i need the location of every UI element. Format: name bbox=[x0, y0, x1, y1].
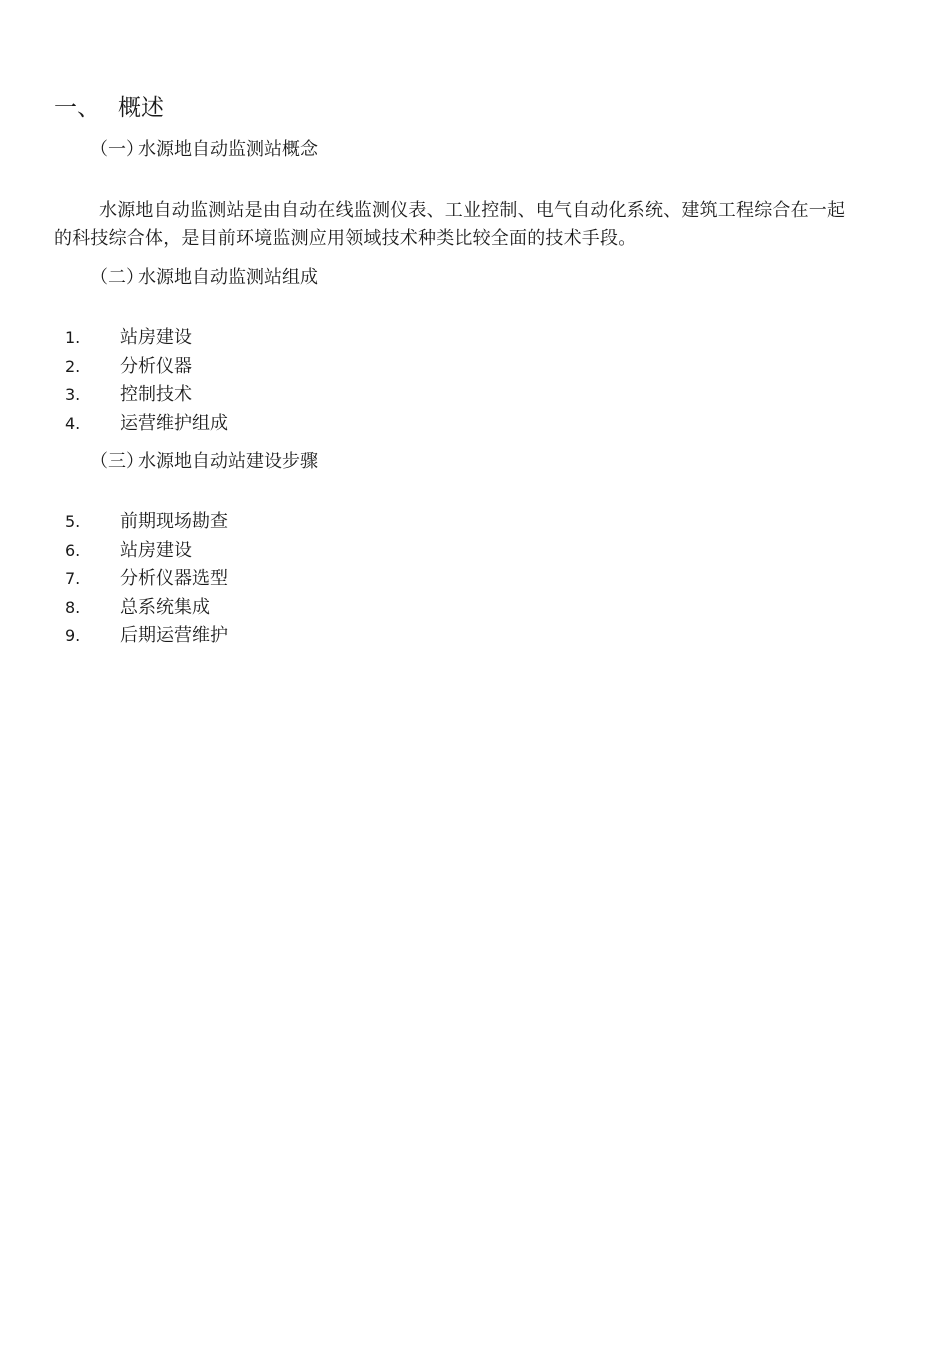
heading-title: 概述 bbox=[118, 95, 164, 121]
section-title: 水源地自动监测站组成 bbox=[138, 267, 318, 288]
list-item-text: 总系统集成 bbox=[120, 596, 210, 618]
section-number: （一） bbox=[90, 139, 144, 160]
list-item-text: 分析仪器 bbox=[120, 355, 192, 377]
list-item-number: 9. bbox=[65, 626, 81, 645]
list-item-number: 1. bbox=[65, 328, 81, 347]
concept-paragraph: 水源地自动监测站是由自动在线监测仪表、工业控制、电气自动化系统、建筑工程综合在一起的科技综合体，是目前环境监测应用领域技术种类比较全面的技术手段。 bbox=[54, 200, 846, 249]
list-item-text: 后期运营维护 bbox=[120, 625, 228, 646]
list-item-text: 控制技术 bbox=[120, 384, 192, 405]
list-item-number: 8. bbox=[65, 597, 81, 617]
section-heading-concept bbox=[90, 137, 318, 163]
section-heading-steps bbox=[90, 449, 318, 475]
section-title: 水源地自动监测站概念 bbox=[138, 139, 318, 160]
heading-overview bbox=[54, 92, 164, 124]
list-item-text: 站房建设 bbox=[120, 539, 192, 561]
list-item-number: 6. bbox=[65, 540, 81, 560]
section-number: （三） bbox=[90, 451, 144, 472]
list-item-text: 分析仪器选型 bbox=[120, 568, 228, 589]
section-title: 水源地自动站建设步骤 bbox=[138, 451, 318, 472]
list-item-text: 前期现场勘查 bbox=[120, 511, 228, 532]
list-item-number: 5. bbox=[65, 512, 81, 531]
list-item-number: 7. bbox=[65, 569, 81, 588]
list-item-number: 2. bbox=[65, 356, 81, 376]
list-item-number: 3. bbox=[65, 385, 81, 404]
section-heading-composition bbox=[90, 265, 318, 291]
section-number: （二） bbox=[90, 267, 144, 288]
list-item-text: 运营维护组成 bbox=[120, 412, 228, 434]
list-item-number: 4. bbox=[65, 413, 81, 433]
list-item-text: 站房建设 bbox=[120, 327, 192, 348]
heading-number: 一、 bbox=[54, 95, 100, 121]
